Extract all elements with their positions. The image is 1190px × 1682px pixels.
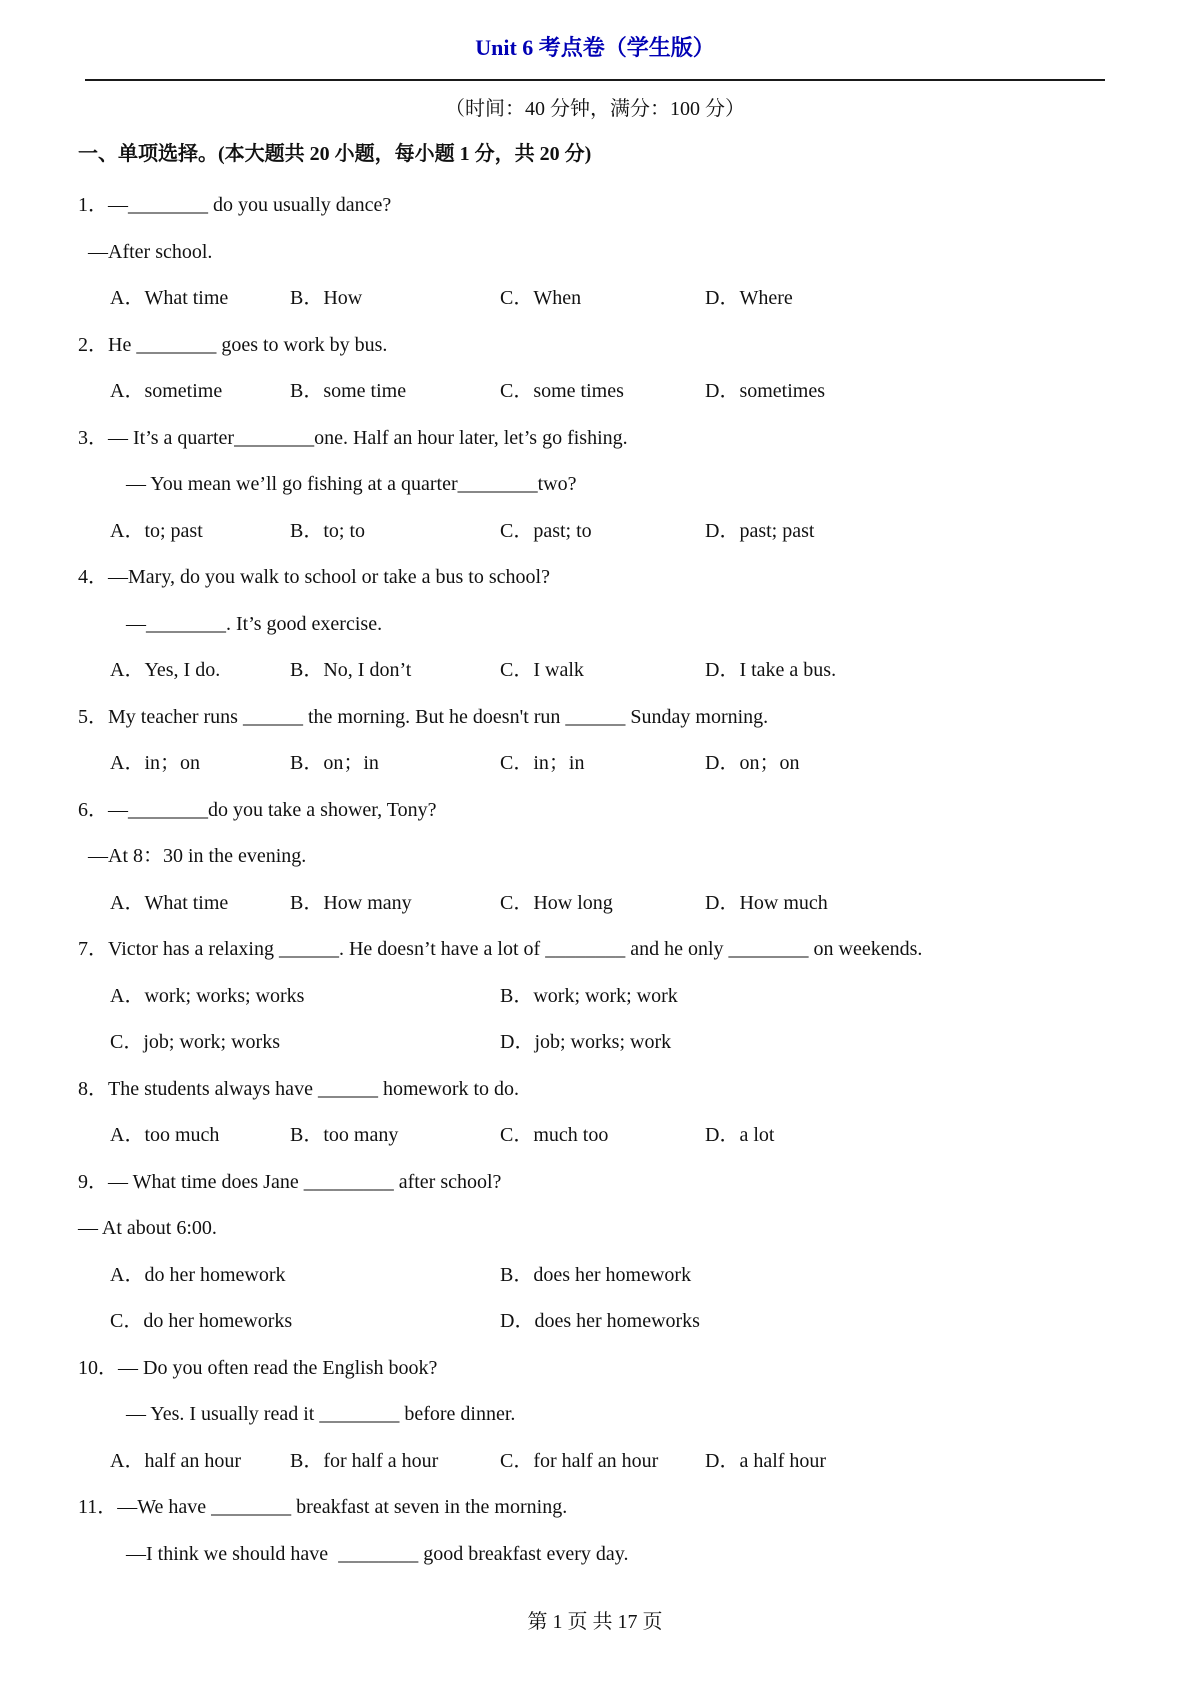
question-10 <box>78 1345 1112 1485</box>
option-d: D．past; past <box>705 519 815 542</box>
options-row <box>78 1438 1112 1485</box>
option-b: B．does her homework <box>500 1263 692 1286</box>
option-a: A．to; past <box>110 519 203 542</box>
option-b: B．some time <box>290 380 407 402</box>
question-2 <box>78 322 1112 415</box>
dialogue-line: — Yes. I usually read it ________ before dinner. <box>126 1403 516 1425</box>
question-stem: 10．— Do you often read the English book? <box>78 1356 438 1379</box>
dialogue-line: —After school. <box>88 240 213 263</box>
section-heading: 一、单项选择。(本大题共 20 小题，每小题 1 分，共 20 分) <box>78 143 592 165</box>
option-d: D．How much <box>705 891 828 914</box>
option-c: C．past; to <box>500 519 592 542</box>
question-stem: 7．Victor has a relaxing ______. He doesn’t have a lot of ________ and he only ________ on weekends. <box>78 938 923 960</box>
options-row <box>78 1298 1112 1345</box>
question-stem: 2．He ________ goes to work by bus. <box>78 333 388 356</box>
page-title: Unit 6 考点卷（学生版） <box>475 35 715 60</box>
question-1 <box>78 182 1112 322</box>
options-row <box>78 368 1112 415</box>
option-a: A．Yes, I do. <box>110 659 221 681</box>
option-a: A．in；on <box>110 752 200 774</box>
question-3 <box>78 415 1112 555</box>
options-row <box>78 880 1112 927</box>
option-a: A．What time <box>110 891 229 914</box>
options-row <box>78 275 1112 322</box>
question-7 <box>78 926 1112 1066</box>
dialogue-line: —I think we should have ________ good breakfast every day. <box>126 1542 629 1565</box>
option-b: B．too many <box>290 1124 399 1146</box>
option-d: D．I take a bus. <box>705 659 837 681</box>
option-c: C．When <box>500 287 582 309</box>
question-stem: 8．The students always have ______ homework to do. <box>78 1077 520 1100</box>
question-9 <box>78 1159 1112 1345</box>
option-c: C．for half an hour <box>500 1449 659 1472</box>
option-d: D．Where <box>705 287 793 309</box>
question-stem: 6．—________do you take a shower, Tony? <box>78 798 437 821</box>
options-row <box>78 508 1112 555</box>
options-row <box>78 740 1112 787</box>
option-c: C．some times <box>500 380 624 402</box>
question-stem: 5．My teacher runs ______ the morning. But he doesn't run ______ Sunday morning. <box>78 705 769 728</box>
option-a: A．What time <box>110 287 229 309</box>
option-d: D．a lot <box>705 1124 775 1146</box>
dialogue-line: — At about 6:00. <box>78 1217 217 1239</box>
option-b: B．to; to <box>290 519 366 542</box>
option-a: A．work; works; works <box>110 984 305 1007</box>
option-a: A．half an hour <box>110 1449 242 1472</box>
option-c: C．in；in <box>500 752 585 774</box>
question-stem: 1．—________ do you usually dance? <box>78 194 392 216</box>
option-d: D．does her homeworks <box>500 1310 700 1332</box>
options-row <box>78 973 1112 1020</box>
exam-meta-line: （时间：40 分钟，满分：100 分） <box>445 98 745 120</box>
question-8 <box>78 1066 1112 1159</box>
dialogue-line: —________. It’s good exercise. <box>126 612 383 635</box>
option-c: C．I walk <box>500 659 584 681</box>
page-number: 第 1 页 共 17 页 <box>527 1611 663 1633</box>
option-b: B．No, I don’t <box>290 659 412 681</box>
question-stem: 4．—Mary, do you walk to school or take a bus to school? <box>78 566 550 588</box>
option-b: B．on；in <box>290 752 379 774</box>
dialogue-line: — You mean we’ll go fishing at a quarter________two? <box>126 473 577 495</box>
options-row <box>78 1019 1112 1066</box>
options-row <box>78 1112 1112 1159</box>
option-d: D．on；on <box>705 752 800 774</box>
question-stem: 11．—We have ________ breakfast at seven in the morning. <box>78 1496 568 1518</box>
question-4 <box>78 554 1112 694</box>
dialogue-line: —At 8：30 in the evening. <box>88 845 307 867</box>
option-c: C．do her homeworks <box>110 1310 293 1332</box>
question-list <box>0 182 1190 1577</box>
question-stem: 9．— What time does Jane _________ after school? <box>78 1170 502 1193</box>
question-11 <box>78 1484 1112 1577</box>
option-c: C．How long <box>500 891 613 914</box>
option-d: D．sometimes <box>705 380 825 402</box>
options-row <box>78 647 1112 694</box>
option-c: C．much too <box>500 1124 609 1146</box>
option-b: B．How many <box>290 891 412 914</box>
header-divider <box>85 79 1105 81</box>
option-a: A．do her homework <box>110 1263 286 1286</box>
question-6 <box>78 787 1112 927</box>
options-row <box>78 1252 1112 1299</box>
option-c: C．job; work; works <box>110 1031 280 1053</box>
option-d: D．job; works; work <box>500 1031 672 1053</box>
question-5 <box>78 694 1112 787</box>
option-b: B．work; work; work <box>500 984 678 1007</box>
option-d: D．a half hour <box>705 1449 827 1472</box>
option-b: B．How <box>290 287 363 309</box>
option-b: B．for half a hour <box>290 1449 439 1472</box>
question-stem: 3．— It’s a quarter________one. Half an hour later, let’s go fishing. <box>78 426 628 449</box>
option-a: A．sometime <box>110 380 223 402</box>
option-a: A．too much <box>110 1124 220 1146</box>
